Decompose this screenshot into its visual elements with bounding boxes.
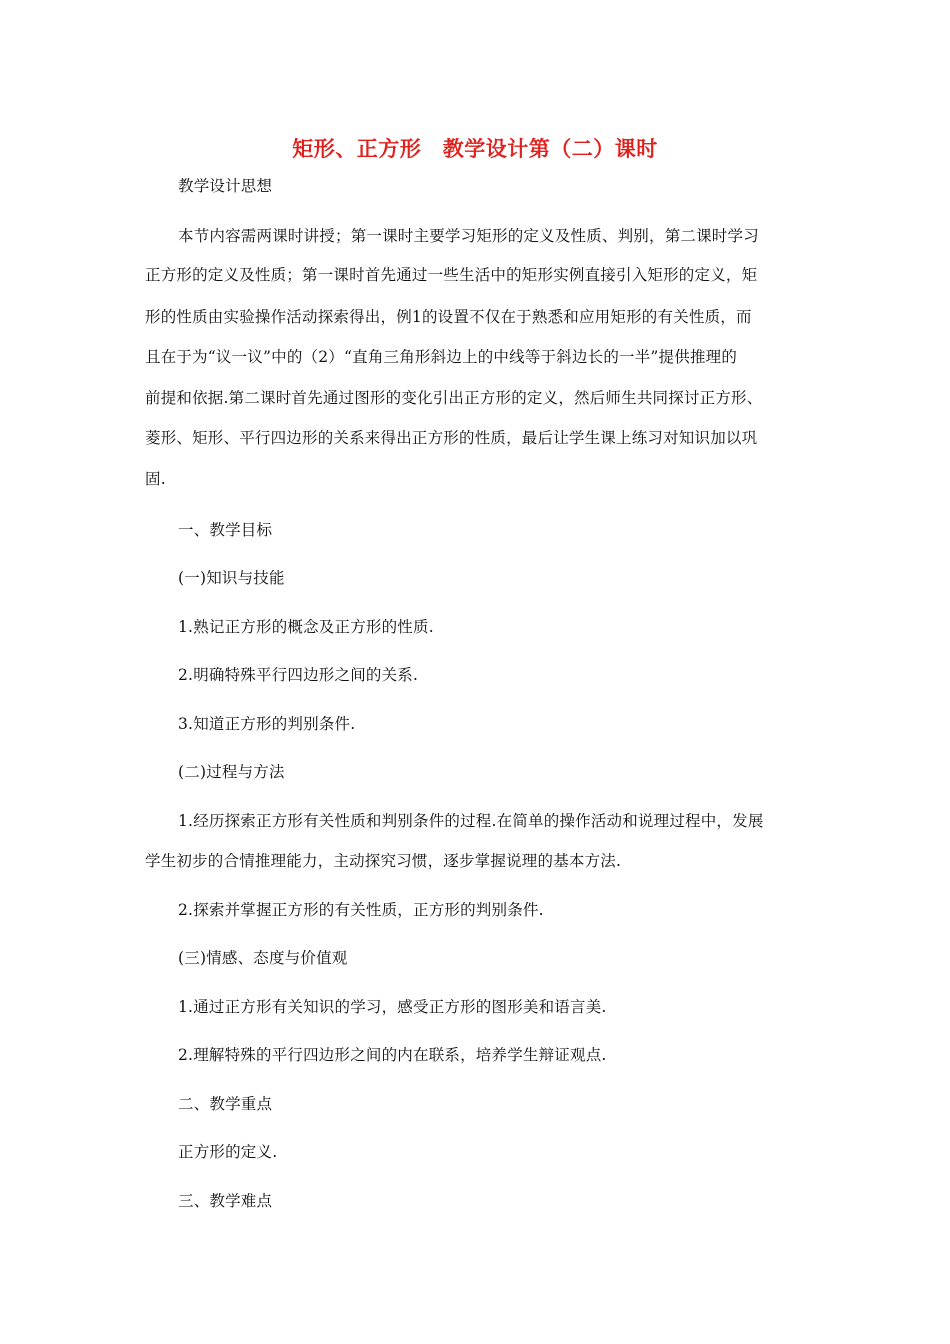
subsection-heading: (一)知识与技能 [178,569,285,587]
text-line: 1.经历探索正方形有关性质和判别条件的过程.在简单的操作活动和说理过程中，发展 [178,812,764,830]
document-title: 矩形、正方形 教学设计第（二）课时 [292,137,658,161]
text-line: 前提和依据.第二课时首先通过图形的变化引出正方形的定义，然后师生共同探讨正方形、 [145,389,763,407]
text-line: 2.理解特殊的平行四边形之间的内在联系，培养学生辩证观点. [178,1046,607,1064]
text-line: 菱形、矩形、平行四边形的关系来得出正方形的性质，最后让学生课上练习对知识加以巩 [145,429,758,447]
text-line: 学生初步的合情推理能力，主动探究习惯，逐步掌握说理的基本方法. [145,852,622,870]
text-line: 正方形的定义. [178,1143,278,1161]
section-heading: 一、教学目标 [178,521,273,539]
section-heading: 二、教学重点 [178,1095,273,1113]
subsection-heading: (三)情感、态度与价值观 [178,949,348,967]
section-heading: 三、教学难点 [178,1192,273,1210]
text-line: 教学设计思想 [178,177,273,195]
text-line: 正方形的定义及性质；第一课时首先通过一些生活中的矩形实例直接引入矩形的定义，矩 [145,266,758,284]
text-line: 1.通过正方形有关知识的学习，感受正方形的图形美和语言美. [178,998,607,1016]
text-line: 1.熟记正方形的概念及正方形的性质. [178,618,434,636]
subsection-heading: (二)过程与方法 [178,763,285,781]
text-line: 形的性质由实验操作活动探索得出，例1的设置不仅在于熟悉和应用矩形的有关性质，而 [145,308,752,326]
text-line: 2.明确特殊平行四边形之间的关系. [178,666,419,684]
text-line: 且在于为“议一议”中的（2）“直角三角形斜边上的中线等于斜边长的一半”提供推理的 [145,348,738,366]
text-line: 2.探索并掌握正方形的有关性质，正方形的判别条件. [178,901,544,919]
text-line: 3.知道正方形的判别条件. [178,715,356,733]
text-line: 本节内容需两课时讲授；第一课时主要学习矩形的定义及性质、判别，第二课时学习 [178,227,759,245]
text-line: 固. [145,470,166,488]
